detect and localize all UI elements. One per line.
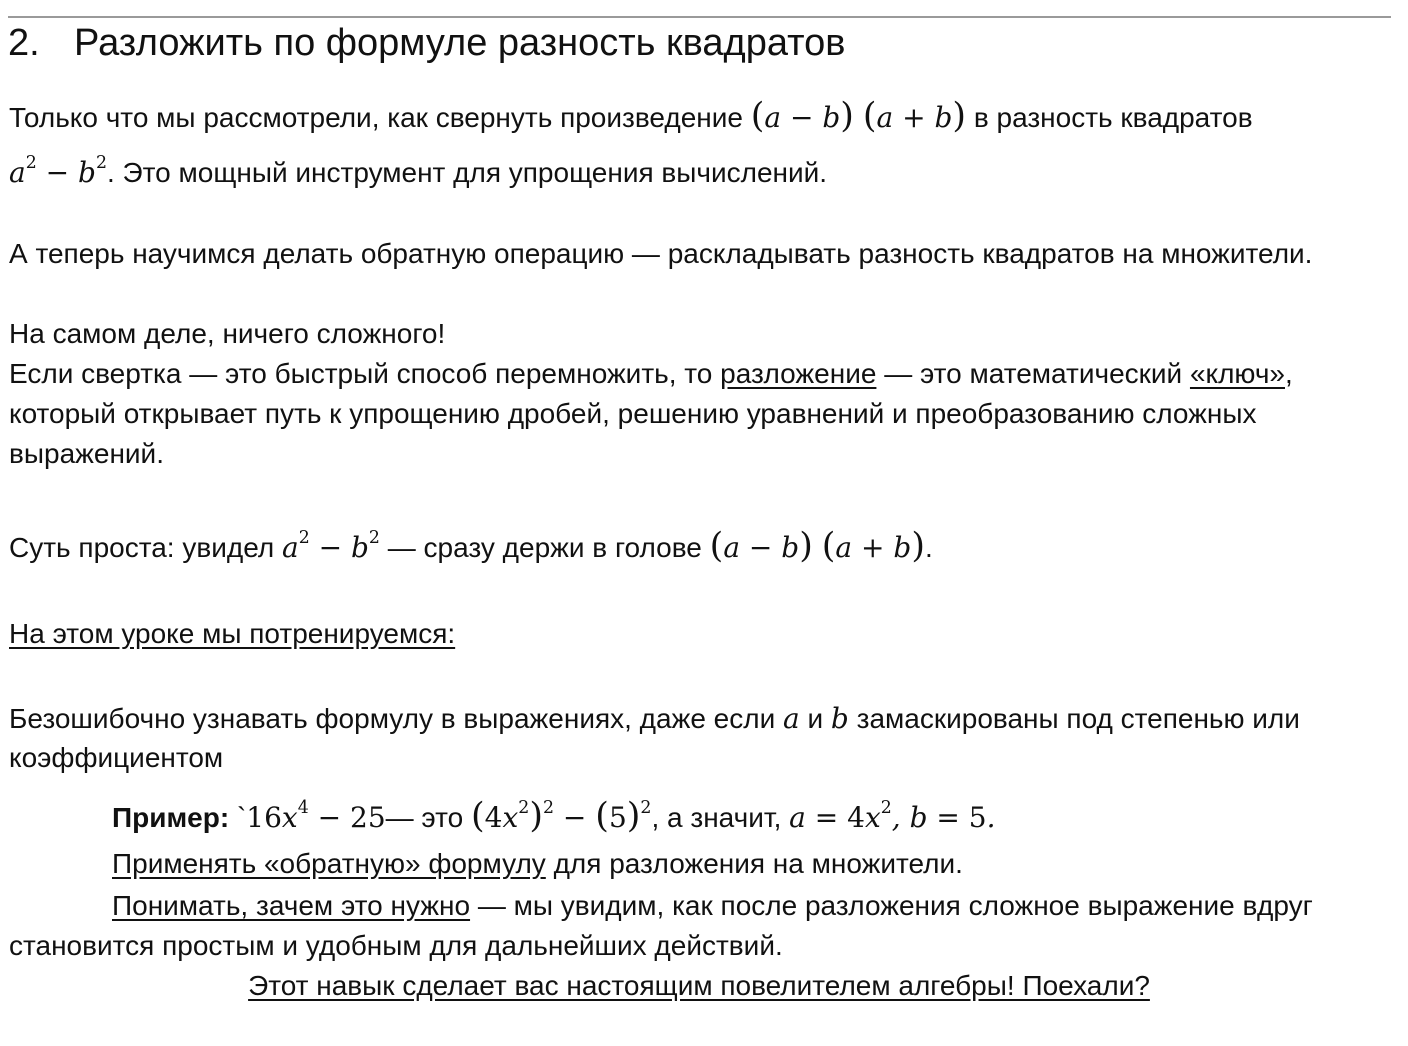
- tick: `: [236, 802, 247, 833]
- text: .: [924, 532, 933, 563]
- paragraph-essence: [9, 526, 933, 566]
- intro-text-cont: в разность квадратов: [973, 102, 1253, 133]
- text: — сразу держи в голове: [387, 532, 702, 563]
- closing-link[interactable]: Этот навык сделает вас настоящим повелителем алгебры! Поехали?: [248, 970, 1150, 1001]
- intro-text: Только что мы рассмотрели, как свернуть произведение: [9, 102, 743, 133]
- example-line: [112, 796, 996, 836]
- paragraph-simple-line-2: [9, 358, 1293, 390]
- section-number: 2.: [8, 22, 40, 64]
- paragraph-simple-line-4: выражений.: [9, 438, 164, 469]
- text: замаскированы под степенью или: [856, 703, 1300, 734]
- goal-recognize-line-2: коэффициентом: [9, 742, 224, 773]
- text: Суть проста: увидел: [9, 532, 275, 563]
- section-heading: [8, 22, 845, 65]
- goal-recognize-line-1: [9, 702, 1300, 735]
- link-why-needed[interactable]: Понимать, зачем это нужно: [112, 890, 471, 921]
- paragraph-simple-line-1: На самом деле, ничего сложного!: [9, 318, 446, 349]
- intro-text-end: . Это мощный инструмент для упрощения вычислений.: [106, 157, 828, 188]
- section-title: Разложить по формуле разность квадратов: [74, 22, 846, 64]
- example-squares: $(4x^2)^2 - (5)^2$: [470, 796, 652, 836]
- text: и: [807, 703, 824, 734]
- top-rule: [8, 16, 1391, 18]
- paragraph-intro-line-2: [9, 153, 828, 189]
- lesson-goals-title: На этом уроке мы потренируемся:: [9, 618, 456, 649]
- paragraph-intro-line-1: [9, 96, 1253, 136]
- goal-understand-line-2: становится простым и удобным для дальнейших действий.: [9, 930, 783, 961]
- text: , а значит,: [651, 802, 782, 833]
- text: Если свертка — это быстрый способ перемножить, то: [9, 358, 713, 389]
- link-razlozhenie[interactable]: разложение: [720, 358, 877, 389]
- text: ,: [1284, 358, 1293, 389]
- example-expression: $16x^4 - 25$: [246, 798, 386, 834]
- text: для разложения на множители.: [553, 848, 963, 879]
- goal-understand-line-1: [112, 890, 1313, 922]
- text: — это: [385, 802, 464, 833]
- difference-formula-2: $a^2 - b^2$: [281, 528, 380, 564]
- link-klyuch[interactable]: «ключ»: [1189, 358, 1285, 389]
- paragraph-reverse: А теперь научимся делать обратную операцию — раскладывать разность квадратов на множители.: [9, 238, 1313, 269]
- var-b: b: [830, 702, 849, 735]
- goal-apply-line: [112, 848, 963, 880]
- var-a: a: [783, 702, 800, 735]
- text: — это математический: [884, 358, 1183, 389]
- paragraph-simple-line-3: который открывает путь к упрощению дробей, решению уравнений и преобразованию сложных: [9, 398, 1257, 429]
- link-apply-formula[interactable]: Применять «обратную» формулу: [112, 848, 546, 879]
- example-values: $a = 4x^2$, b = 5.: [789, 798, 996, 834]
- example-label: Пример:: [112, 802, 230, 833]
- product-formula-2: (a − b) (a + b): [709, 526, 925, 566]
- product-formula: (a − b) (a + b): [750, 96, 967, 136]
- text: Безошибочно узнавать формулу в выражениях, даже если: [9, 703, 776, 734]
- text: — мы увидим, как после разложения сложное выражение вдруг: [477, 890, 1313, 921]
- difference-formula: $a^2 - b^2$: [9, 153, 107, 189]
